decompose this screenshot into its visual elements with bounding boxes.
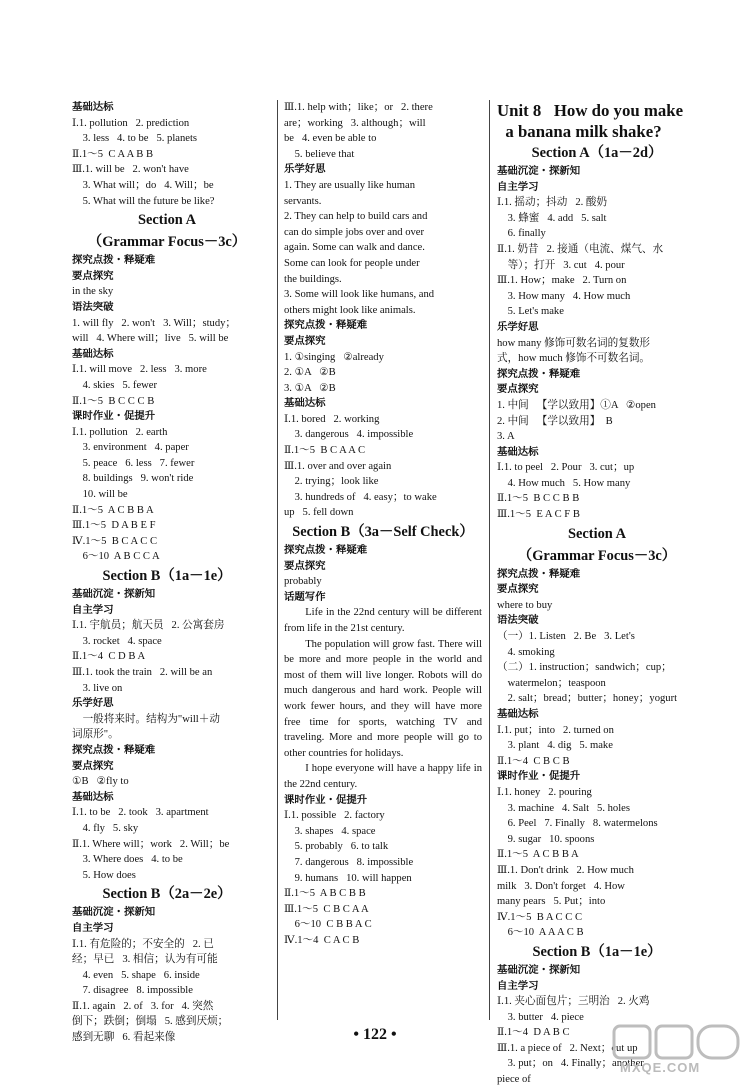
answer-line: 10. will be xyxy=(72,489,128,501)
essay-paragraph: I hope everyone will have a happy life in the 22nd century. xyxy=(284,763,482,790)
answer-line: 1. 中间 【学以致用】①A ②open xyxy=(497,399,656,411)
answer-line: Ⅰ.1. possible 2. factory xyxy=(284,810,385,822)
answer-line: 1. They are usually like human xyxy=(284,179,416,191)
answer-line: will 4. Where will；live 5. will be xyxy=(72,333,229,345)
answer-line: up 5. fell down xyxy=(284,507,354,519)
answer-line: Ⅱ.1～4 C B C B xyxy=(497,755,570,767)
section-heading: 语法突破 xyxy=(72,300,114,313)
answer-line: 3. What will；do 4. Will；be xyxy=(72,179,214,191)
section-heading: 探究点拨・释疑难 xyxy=(284,319,368,332)
section-heading: 课时作业・促提升 xyxy=(497,770,581,783)
answer-line: 3. ①A ②B xyxy=(284,382,336,394)
answer-line: Ⅲ.1～5 D A B E F xyxy=(72,520,156,532)
answer-line: 4. fly 5. sky xyxy=(72,822,139,834)
section-heading: 乐学好思 xyxy=(284,163,326,176)
answer-line: Ⅳ.1～5 B A C C C xyxy=(497,911,583,923)
answer-line: 9. humans 10. will happen xyxy=(284,872,412,884)
section-heading: 自主学习 xyxy=(497,979,539,992)
answer-line: Ⅱ.1～5 A B C B B xyxy=(284,888,366,900)
answer-line: 倒下；跌倒；倒塌 5. 感到厌烦； xyxy=(72,1016,229,1028)
section-heading: 乐学好思 xyxy=(72,697,114,710)
answer-line: 1. ①singing ②already xyxy=(284,351,384,363)
answer-line: Ⅱ.1～5 A C B B A xyxy=(72,504,154,516)
section-heading: 课时作业・促提升 xyxy=(72,410,156,423)
section-heading: 基础达标 xyxy=(497,445,539,458)
answer-line: Ⅰ.1. 夹心面包片；三明治 2. 火鸡 xyxy=(497,996,650,1008)
answer-line: Ⅲ.1. a piece of 2. Next；cut up xyxy=(497,1042,638,1054)
unit-title: a banana milk shake? xyxy=(497,122,662,141)
answer-line: Ⅰ.1. put；into 2. turned on xyxy=(497,724,614,736)
answer-line: （二）1. instruction；sandwich；cup； xyxy=(497,662,672,674)
answer-line: piece of xyxy=(497,1074,531,1086)
answer-line: servants. xyxy=(284,195,322,207)
section-heading: 要点探究 xyxy=(497,583,539,596)
answer-line: 3. butter 4. piece xyxy=(497,1011,584,1023)
answer-line: Ⅰ.1. 摇动；抖动 2. 酸奶 xyxy=(497,197,608,209)
answer-line: 5. What will the future be like? xyxy=(72,195,215,207)
answer-line: 3. Some will look like humans, and xyxy=(284,289,435,301)
answer-line: 6～10 A A A C B xyxy=(497,927,584,939)
answer-line: 4. smoking xyxy=(497,646,555,658)
answer-line: Ⅱ.1. 奶昔 2. 接通（电流、煤气、水 xyxy=(497,243,664,255)
section-heading: 要点探究 xyxy=(284,334,326,347)
answer-line: Ⅱ.1～4 C D B A xyxy=(72,651,146,663)
answer-line: Ⅲ.1. How；make 2. Turn on xyxy=(497,275,627,287)
answer-line: ①B ②fly to xyxy=(72,776,129,788)
section-heading: 基础达标 xyxy=(72,101,114,113)
answer-column-3 xyxy=(497,100,697,1088)
answer-line: 4. How much 5. How many xyxy=(497,477,631,489)
section-heading: 基础达标 xyxy=(72,347,114,360)
answer-line: Ⅰ.1. to peel 2. Pour 3. cut；up xyxy=(497,462,635,474)
answer-line: 3. rocket 4. space xyxy=(72,635,162,647)
watermark-logo xyxy=(610,1022,745,1078)
page-number: • 122 • xyxy=(353,1026,397,1043)
answer-line: Ⅰ.1. to be 2. took 3. apartment xyxy=(72,807,209,819)
answer-line: Ⅳ.1～4 C A C B xyxy=(284,934,360,946)
answer-line: Ⅲ.1～5 E A C F B xyxy=(497,509,580,521)
section-heading: 课时作业・促提升 xyxy=(284,793,368,806)
answer-line: Ⅰ.1. will move 2. less 3. more xyxy=(72,364,207,376)
section-title: （Grammar Focus－3c） xyxy=(517,547,677,564)
answer-line: 2. trying；look like xyxy=(284,476,379,488)
answer-line: 4. skies 5. fewer xyxy=(72,379,158,391)
section-title: Section B（2a－2e） xyxy=(102,886,232,903)
answer-line: Ⅱ.1. again 2. of 3. for 4. 突然 xyxy=(72,1000,214,1012)
answer-line: 6～10 C B B A C xyxy=(284,919,372,931)
answer-line: Ⅰ.1. 宇航员；航天员 2. 公寓套房 xyxy=(72,620,225,632)
section-heading: 要点探究 xyxy=(72,269,114,282)
answer-line: Ⅲ.1. will be 2. won't have xyxy=(72,164,189,176)
answer-line: where to buy xyxy=(497,599,553,611)
answer-line: 8. buildings 9. won't ride xyxy=(72,473,194,485)
answer-line: 3. put；on 4. Finally；another xyxy=(497,1058,644,1070)
answer-line: again. Some can walk and dance. xyxy=(284,242,425,254)
section-heading: 探究点拨・释疑难 xyxy=(72,254,156,267)
answer-line: 3. environment 4. paper xyxy=(72,442,189,454)
answer-line: be 4. even be able to xyxy=(284,133,377,145)
section-title: Section A xyxy=(568,525,626,542)
answer-line: 式，how much 修饰不可数名词。 xyxy=(497,353,651,365)
answer-line: Ⅰ.1. honey 2. pouring xyxy=(497,786,592,798)
section-heading: 语法突破 xyxy=(497,614,539,627)
answer-line: 3. hundreds of 4. easy；to wake xyxy=(284,491,437,503)
answer-line: 5. Let's make xyxy=(497,306,564,318)
section-title: （Grammar Focus－3c） xyxy=(87,234,247,251)
answer-line: 7. disagree 8. impossible xyxy=(72,985,193,997)
answer-line: 3. Where does 4. to be xyxy=(72,854,183,866)
answer-line: 6～10 A B C C A xyxy=(72,551,160,563)
watermark-text: MXQE.COM xyxy=(620,1060,701,1075)
answer-line: 3. plant 4. dig 5. make xyxy=(497,740,613,752)
answer-line: 感到无聊 6. 看起来像 xyxy=(72,1032,176,1044)
answer-line: 2. They can help to build cars and xyxy=(284,211,428,223)
answer-line: 1. will fly 2. won't 3. Will；study； xyxy=(72,317,237,329)
answer-line: 5. peace 6. less 7. fewer xyxy=(72,457,195,469)
answer-line: Ⅰ.1. pollution 2. prediction xyxy=(72,117,190,129)
answer-line: Ⅲ.1～5 C B C A A xyxy=(284,903,369,915)
answer-line: 3. A xyxy=(497,431,515,443)
section-heading: 乐学好思 xyxy=(497,320,539,333)
answer-line: 4. even 5. shape 6. inside xyxy=(72,969,200,981)
answer-line: 2. 中间 【学以致用】 B xyxy=(497,415,613,427)
answer-line: Ⅱ.1～4 D A B C xyxy=(497,1027,570,1039)
answer-line: can do simple jobs over and over xyxy=(284,226,425,238)
answer-line: 3. 蜂蜜 4. add 5. salt xyxy=(497,212,607,224)
section-heading: 探究点拨・释疑难 xyxy=(284,544,368,557)
section-title: Section A xyxy=(138,212,196,229)
answer-line: 词原形"。 xyxy=(72,729,119,741)
answer-line: the buildings. xyxy=(284,273,342,285)
answer-line: Ⅰ.1. 有危险的；不安全的 2. 已 xyxy=(72,938,214,950)
section-title: Section B（1a－1e） xyxy=(102,568,232,585)
answer-line: milk 3. Don't forget 4. How xyxy=(497,880,625,892)
answer-line: Ⅲ.1. Don't drink 2. How much xyxy=(497,864,634,876)
column-divider-right xyxy=(489,100,490,1020)
answer-line: 3. machine 4. Salt 5. holes xyxy=(497,802,630,814)
answer-line: 7. dangerous 8. impossible xyxy=(284,856,414,868)
answer-line: 5. believe that xyxy=(284,148,355,160)
section-heading: 探究点拨・释疑难 xyxy=(497,367,581,380)
section-heading: 要点探究 xyxy=(284,559,326,572)
answer-line: watermelon；teaspoon xyxy=(497,677,606,689)
answer-column-1 xyxy=(72,100,262,1046)
essay-paragraph: Life in the 22nd century will be different from life in the 21st century. xyxy=(284,607,482,634)
answer-line: how many 修饰可数名词的复数形 xyxy=(497,337,651,349)
answer-line: Some can look for people under xyxy=(284,257,420,269)
answer-line: Ⅱ.1～5 A C B B A xyxy=(497,849,579,861)
answer-line: are；working 3. although；will xyxy=(284,117,426,129)
answer-line: 9. sugar 10. spoons xyxy=(497,833,595,845)
section-heading: 话题写作 xyxy=(284,590,326,603)
answer-line: in the sky xyxy=(72,286,114,298)
answer-line: Ⅲ.1. took the train 2. will be an xyxy=(72,667,213,678)
section-title: Section B（3a－Self Check） xyxy=(292,524,474,541)
section-heading: 基础沉淀・探新知 xyxy=(72,588,156,601)
answer-line: 2. salt；bread；butter；honey；yogurt xyxy=(497,693,678,705)
answer-line: 经；早已 3. 相信；认为有可能 xyxy=(72,954,218,966)
section-heading: 基础达标 xyxy=(284,397,326,410)
section-heading: 基础达标 xyxy=(72,790,114,803)
section-heading: 探究点拨・释疑难 xyxy=(72,743,156,756)
answer-line: 2. ①A ②B xyxy=(284,367,336,379)
answer-line: Ⅱ.1. Where will；work 2. Will；be xyxy=(72,838,230,850)
answer-line: Ⅱ.1～5 B C C B B xyxy=(497,493,580,505)
answer-line: 3. live on xyxy=(72,682,123,694)
section-heading: 自主学习 xyxy=(72,603,114,616)
answer-line: probably xyxy=(284,576,322,588)
answer-line: others might look like animals. xyxy=(284,304,416,316)
section-title: Section B（1a－1e） xyxy=(532,943,662,960)
essay-paragraph: The population will grow fast. There will be more and more people in the world and most of them will live longer. Robots will do much dangerous and hard work. People will work fewer hours, and they will have more free time for sports, watching TV and traveling. More and more people will go to other countries for holidays. xyxy=(284,638,482,759)
answer-line: 3. How many 4. How much xyxy=(497,290,631,302)
answer-line: 6. finally xyxy=(497,228,546,240)
answer-line: Ⅲ.1. help with；like；or 2. there xyxy=(284,102,433,113)
section-heading: 基础达标 xyxy=(497,708,539,720)
answer-line: 5. How does xyxy=(72,869,136,881)
column-divider-left xyxy=(277,100,278,1020)
answer-line: many pears 5. Put；into xyxy=(497,896,606,908)
section-title: Section A（1a－2d） xyxy=(531,145,663,161)
answer-line: 3. shapes 4. space xyxy=(284,825,376,837)
section-heading: 基础沉淀・探新知 xyxy=(497,165,581,177)
section-heading: 自主学习 xyxy=(497,180,539,193)
answer-column-2 xyxy=(284,100,482,948)
answer-line: Ⅱ.1～5 B C A A C xyxy=(284,445,366,457)
answer-line: 5. probably 6. to talk xyxy=(284,841,389,853)
answer-line: 等）；打开 3. cut 4. pour xyxy=(497,259,625,271)
section-heading: 探究点拨・释疑难 xyxy=(497,567,581,580)
answer-line: （一）1. Listen 2. Be 3. Let's xyxy=(497,631,635,643)
section-heading: 要点探究 xyxy=(497,383,539,396)
answer-line: Ⅱ.1～5 B C C C B xyxy=(72,395,155,407)
section-heading: 基础沉淀・探新知 xyxy=(497,963,581,976)
answer-line: Ⅱ.1～5 C A A B B xyxy=(72,148,154,160)
answer-line: Ⅰ.1. bored 2. working xyxy=(284,413,380,425)
watermark-badge-icon xyxy=(610,1022,745,1062)
section-heading: 自主学习 xyxy=(72,921,114,934)
answer-line: 6. Peel 7. Finally 8. watermelons xyxy=(497,818,658,830)
answer-line: Ⅳ.1～5 B C A C C xyxy=(72,535,158,547)
unit-title: Unit 8 How do you make xyxy=(497,101,684,120)
answer-line: 3. less 4. to be 5. planets xyxy=(72,133,198,145)
answer-line: 3. dangerous 4. impossible xyxy=(284,429,414,441)
answer-line: Ⅰ.1. pollution 2. earth xyxy=(72,426,168,438)
section-heading: 基础沉淀・探新知 xyxy=(72,906,156,919)
answer-line: Ⅲ.1. over and over again xyxy=(284,460,392,472)
answer-line: 一般将来时。结构为"will＋动 xyxy=(72,713,220,725)
section-heading: 要点探究 xyxy=(72,759,114,772)
